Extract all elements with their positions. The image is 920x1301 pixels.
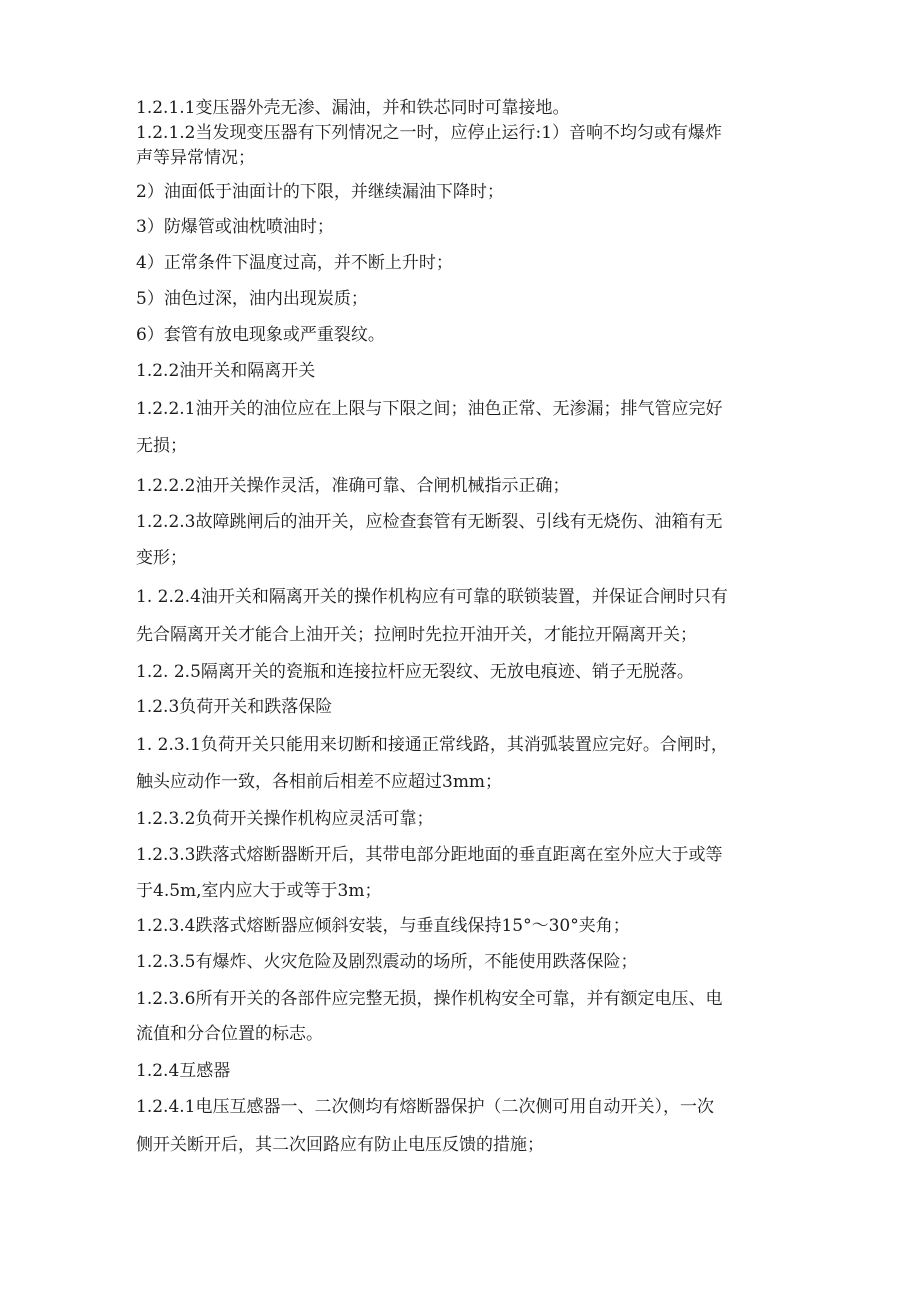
text-line: 1.2.3.5有爆炸、火灾危险及剧烈震动的场所，不能使用跌落保险；	[136, 952, 638, 972]
text-line: 5）油色过深，油内出现炭质；	[136, 289, 368, 309]
text-line: 6）套管有放电现象或严重裂纹。	[136, 325, 385, 345]
text-line: 变形；	[136, 548, 187, 568]
text-line: 声等异常情况；	[136, 148, 255, 168]
text-line: 1.2.2.1油开关的油位应在上限与下限之间；油色正常、无渗漏；排气管应完好	[136, 399, 723, 419]
text-line: 1.2.2.3故障跳闸后的油开关，应检查套管有无断裂、引线有无烧伤、油箱有无	[136, 512, 723, 532]
text-line: 1.2.1.2当发现变压器有下列情况之一时，应停止运行:1）音响不均匀或有爆炸	[136, 123, 723, 143]
text-line: 1. 2.2.4油开关和隔离开关的操作机构应有可靠的联锁装置，并保证合闸时只有	[136, 587, 728, 607]
text-line: 1.2.1.1变压器外壳无渗、漏油，并和铁芯同时可靠接地。	[136, 98, 570, 118]
text-line: 2）油面低于油面计的下限，并继续漏油下降时；	[136, 182, 504, 202]
section-heading: 1.2.3负荷开关和跌落保险	[136, 697, 333, 717]
text-line: 于4.5m,室内应大于或等于3m；	[136, 881, 382, 901]
text-line: 1. 2.3.1负荷开关只能用来切断和接通正常线路，其消弧装置应完好。合闸时，	[136, 735, 728, 755]
text-line: 1.2.3.2负荷开关操作机构应灵活可靠；	[136, 809, 434, 829]
section-heading: 1.2.2油开关和隔离开关	[136, 361, 316, 381]
text-line: 3）防爆管或油枕喷油时；	[136, 217, 334, 237]
text-line: 1.2.3.4跌落式熔断器应倾斜安装，与垂直线保持15°～30°夹角；	[136, 916, 630, 936]
text-line: 无损；	[136, 436, 187, 456]
text-line: 1.2.3.6所有开关的各部件应完整无损，操作机构安全可靠，并有额定电压、电	[136, 989, 723, 1009]
section-heading: 1.2.4互感器	[136, 1061, 231, 1081]
text-line: 1.2.2.2油开关操作灵活，准确可靠、合闸机械指示正确；	[136, 476, 570, 496]
text-line: 侧开关断开后，其二次回路应有防止电压反馈的措施；	[136, 1135, 544, 1155]
text-line: 先合隔离开关才能合上油开关；拉闸时先拉开油开关，才能拉开隔离开关；	[136, 625, 697, 645]
text-line: 1.2.3.3跌落式熔断器断开后，其带电部分距地面的垂直距离在室外应大于或等	[136, 845, 723, 865]
text-line: 触头应动作一致，各相前后相差不应超过3mm；	[136, 772, 503, 792]
text-line: 1.2. 2.5隔离开关的瓷瓶和连接拉杆应无裂纹、无放电痕迹、销子无脱落。	[136, 662, 694, 682]
text-line: 4）正常条件下温度过高，并不断上升时；	[136, 253, 453, 273]
text-line: 1.2.4.1电压互感器一、二次侧均有熔断器保护（二次侧可用自动开关），一次	[136, 1097, 714, 1117]
text-line: 流值和分合位置的标志。	[136, 1024, 323, 1044]
